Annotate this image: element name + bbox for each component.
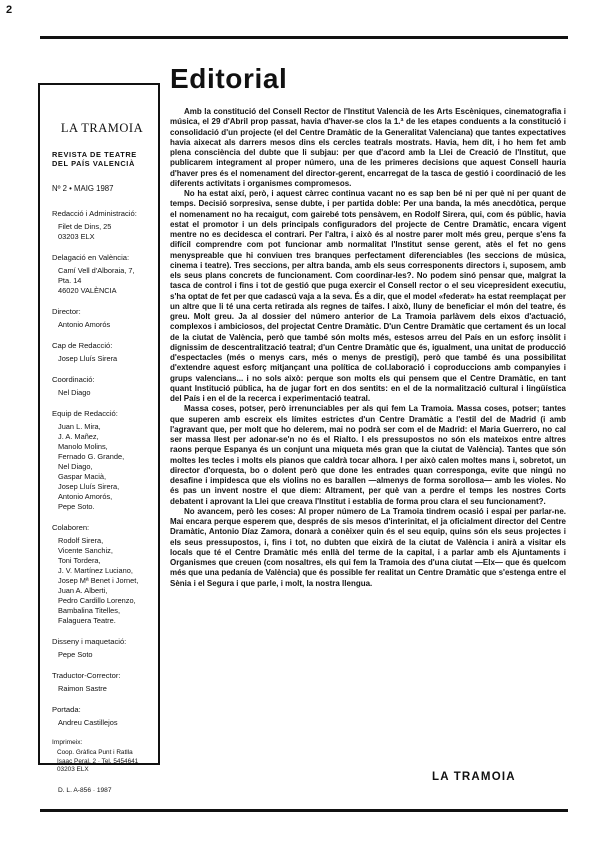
masthead-section-value: Juan A. Alberti,	[58, 586, 108, 595]
masthead-section-label: Portada:	[52, 705, 81, 714]
article-paragraph: No ha estat així, però, i aquest càrrec continua vacant no es sap ben bé ni per què ni per quant de temps. Decisió sorpresiva, sense dubte, i per partida doble: Per una banda, la més anecdòtica, perque el nomenament no ha recaigut, com gairebé tots pensàvem, en Rodolf Sirera, qui, com és públic, havia estat el promotor i un dels principals configuradors del projecte de Centre Dramàtic, encara vigent mentre no es decidesca el contrari. Per l'altra, i això és al nostre parer molt més greu, perque s'ens fa difícil comprendre com pot funcionar amb normalitat l'Institut sense gerent, atès el fet no gens menyspreable que hi conviuen tres branques perfectament diferenciables (les seccions de música, cinema i teatre). Tres seccions, per altra banda, amb els seus corresponents directors i, suposem, amb els seus plans concrets de funcionament. Com coordinar-les?. No podem sinó pensar que, malgrat la tasca de control i fins i tot de gestió que puga exercir el Consell rector o el seu vicepresident executiu, s'ha optat de fet per que cadascú vaja a la seva. És a dir, que el model «federat» ha estat reemplaçat per un altre que li té una certa retirada als regnes de taifes. I això, lluny de beneficiar el món del teatre, és greu. Molt greu. Ja al dossier del número anterior de La Tramoia parlàvem dels eixos d'actuació, complexos i ambiciosos, del projectat Centre Dramàtic. D'un Centre Dramàtic que certament és un local de la ciutat de València, però que també són molts més, estesos arreu del País en un esforç insòlit i dignissim de descentralització teatral; d'un Centre Dramàtic que és, igualment, una unitat de producció d'espectacles (més o menys cars, més o menys de prestigi), però que també és una possibilitat d'extendre aquest esforç mitjançant una política de col.laboració i coproduccions amb companyies i grups valencians... i no sols això: perque son molts els qui pensem que el Centre Dramàtic, en tant quant Institució pública, ha de jugar fort en dos sentits: en el de la normalització cultural i lingüística del País i en el de la recerca i experimentació teatral.	[170, 189, 566, 403]
masthead-section	[52, 375, 152, 398]
masthead-section-value: Juan L. Mira,	[58, 422, 101, 431]
masthead-subtitle-line: DEL PAÍS VALENCIÀ	[52, 159, 135, 168]
masthead-section-value: Raimon Sastre	[58, 684, 107, 693]
masthead-section	[52, 523, 152, 626]
masthead-section-label: Cap de Redacció:	[52, 341, 113, 350]
masthead-section	[52, 409, 152, 512]
masthead-credits	[52, 209, 152, 728]
printer-line: Coop. Gràfica Punt i Ratlla	[57, 749, 133, 756]
masthead-section-label: Disseny i maquetació:	[52, 637, 127, 646]
masthead-section-label: Traductor-Corrector:	[52, 671, 121, 680]
masthead-section-value: Fernado G. Grande,	[58, 452, 125, 461]
masthead-section-value: 46020 VALÈNCIA	[58, 286, 117, 295]
masthead-printer	[52, 739, 152, 775]
masthead-section-value: Camí Vell d'Alboraia, 7,	[58, 266, 135, 275]
masthead-section-value: Nel Diago	[58, 388, 91, 397]
masthead-section-value: Rodolf Sirera,	[58, 536, 104, 545]
masthead-section-value: Manolo Molins,	[58, 442, 108, 451]
masthead-section-label: Colaboren:	[52, 523, 90, 532]
masthead-section-value: Andreu Castillejos	[58, 718, 118, 727]
masthead-section-label: Delagació en València:	[52, 253, 130, 262]
bottom-rule	[40, 809, 568, 812]
top-rule	[40, 36, 568, 39]
masthead-section-value: Filet de Dins, 25	[58, 222, 112, 231]
masthead-section-label: Director:	[52, 307, 81, 316]
masthead-section	[52, 253, 152, 296]
printer-line: Isaac Peral, 2 · Tel. 5454641	[57, 757, 139, 765]
masthead-subtitle-line: REVISTA DE TEATRE	[52, 150, 137, 159]
masthead-section-value: Josep Mª Benet i Jornet,	[58, 576, 139, 585]
issue-number: Nº 2 • MAIG 1987	[52, 184, 114, 193]
masthead-section-value: 03203 ELX	[58, 232, 95, 241]
printer-label: Imprimeix:	[52, 739, 83, 746]
masthead-section	[52, 307, 152, 330]
masthead-section-label: Equip de Redacció:	[52, 409, 118, 418]
masthead-section-value: Bambalina Titelles,	[58, 606, 121, 615]
legal-deposit: D. L. A-856 · 1987	[58, 786, 112, 794]
masthead-section	[52, 341, 152, 364]
masthead-section	[52, 705, 152, 728]
printer-line: 03203 ELX	[57, 766, 89, 773]
masthead-section-value: Pedro Cardillo Lorenzo,	[58, 596, 136, 605]
page-number: 2	[6, 4, 13, 16]
masthead-section-value: Toni Tordera,	[58, 556, 101, 565]
masthead-section-value: Gaspar Macià,	[58, 472, 107, 481]
article-paragraph: Massa coses, potser, però irrenunciables per als qui fem La Tramoia. Massa coses, potser; tantes que superen amb escreix els límites estrictes d'un Centre Dramàtic a l'estil del de Madrid (i amb l'agravant que, per molt que ho delerem, mai no podrà ser com el de Madrid: el Maria Guerrero, no cal ser massa llest per adonar-se'n no és el Rialto. I els pressupostos no són els mateixos entre altres raons perque Espanya és un conjunt una miqueta més gran que la ciutat de València). Tantes que són moltes les tecles i molts els pianos que caldrà tocar alhora. I per això calen moltes mans i, sobretot, un director d'orquesta, bo o dolent però que done les entrades quan corresponga, evite que ningú no desafine i impidesca que els violins no es barallen —almenys de forma sorollosa— amb les violes. No és pas un invent nostre el que diem: Altrament, per què van a perdre el temps les nostres Corts debatent i aprovant la Llei que creava l'Institut i establia de forma prou clara el seu funcionament?.	[170, 404, 566, 506]
masthead-section-value: J. A. Mañez,	[58, 432, 99, 441]
masthead-section-value: J. V. Martínez Luciano,	[58, 566, 133, 575]
editorial-heading: Editorial	[170, 63, 288, 94]
masthead-section-value: Pta. 14	[58, 276, 82, 285]
masthead-section-value: Josep Lluís Sirera	[58, 354, 118, 363]
masthead-section-value: Josep Lluís Sirera,	[58, 482, 120, 491]
masthead-section-value: Antonio Amorós	[58, 320, 111, 329]
masthead-section-value: Vicente Sanchiz,	[58, 546, 113, 555]
masthead-section	[52, 209, 152, 242]
masthead-section-value: Nel Diago,	[58, 462, 93, 471]
masthead-subtitle	[52, 150, 152, 168]
masthead-section	[52, 671, 152, 694]
masthead-section-label: Redacció i Administració:	[52, 209, 137, 218]
masthead-section-value: Falaguera Teatre.	[58, 616, 116, 625]
masthead-section-value: Pepe Soto	[58, 650, 93, 659]
masthead-title: LA TRAMOIA	[60, 121, 144, 135]
article-paragraph: No avancem, però les coses: Al proper número de La Tramoia tindrem ocasió i espai per parlar-ne. Mai encara perque esperem que, després de sis mesos d'interinitat, el ja oficialment director del Centre Dramàtic, Antonio Díaz Zamora, donarà a conèixer quin és el seu equip, quins són els seus projectes i els seus pressupostos, i, fins i tot, no dubten que eixirà de la ciutat de València i anirà a visitar els locals que té el Centre Dramàtic més enllà del terme de la capital, i a parlar amb els Ajuntaments i Organismes que creuen (com nosaltres, els qui fem la Tramoia des d'una ciutat —Elx— que és quelcom més que una pedanía de València) que és possible fer realitat un Centre Dramàtic que s'estenga entre el Sènia i el Segura i que parle, i molt, la nostra llengua.	[170, 506, 566, 588]
masthead-box	[38, 83, 160, 794]
article-paragraph: Amb la constitució del Consell Rector de l'Institut Valencià de les Arts Escèniques, cinematografia i música, el 29 d'Abril prop passat, havia d'haver-se clos la 1.ª de les etapes conduents a la constitució i consolidació d'un projecte (el del Centre Dramàtic de la Generalitat Valenciana) que tantes expectatives havia aixecat als darrers mesos dins els cercles teatrals mostrats. Havia, hem dit, i ho hem fet amb plena consciència del dubte que li subjau: per que d'acord amb la Llei de Creació de l'Institut, que publicarem integrament al proper número, una de les primeres decisions que aquest Consell hauria d'haver pres és el nomenament del director-gerent, encarregat de la tasca de gestió i coordinació de les diferents activitats i organismes compromesos.	[170, 107, 566, 188]
masthead-section-value: Pepe Soto.	[58, 502, 95, 511]
masthead-section-value: Antonio Amorós,	[58, 492, 113, 501]
editorial-body	[170, 107, 566, 589]
editorial-signature: LA TRAMOIA	[432, 771, 516, 783]
masthead-section-label: Coordinació:	[52, 375, 95, 384]
masthead-section	[52, 637, 152, 660]
